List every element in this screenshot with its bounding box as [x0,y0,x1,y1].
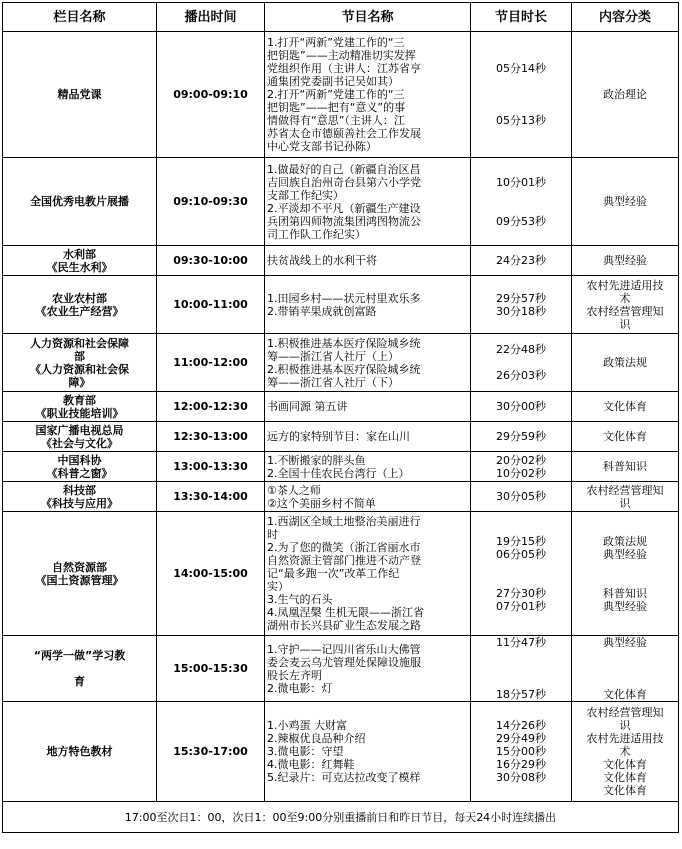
program-name-cell [265,482,471,512]
category-cell [572,32,679,158]
duration-cell-line [473,574,569,587]
category-cell-line: 识 [619,719,631,732]
duration-cell-line: 30分00秒 [496,400,546,413]
table-row [3,636,679,702]
air-time-cell: 12:00-12:30 [157,392,265,422]
duration-cell [471,158,572,246]
program-name-cell-line: 4.凤凰涅槃 生机无限——浙江省 [267,606,424,619]
program-name-cell-line: 筹——浙江省人社厅（上） [267,349,399,363]
program-name-cell-line: 兵团第四师物流集团鸿图物流公 [267,214,421,228]
program-name-cell-line: 实） [267,580,289,593]
category-cell-line [574,561,676,574]
category-cell [572,482,679,512]
category-cell [572,636,679,702]
duration-cell-line: 27分30秒 [496,586,546,600]
program-name-cell-line: 2.为了您的微笑（浙江省丽水市 [267,541,421,554]
duration-cell [471,246,572,276]
program-name-cell [265,702,471,802]
program-name-cell-line: 情做得有“意思”（主讲人：江 [267,114,405,127]
air-time-cell: 09:30-10:00 [157,246,265,276]
category-cell-line: 农村经营管理知 [586,483,664,497]
air-time-cell: 15:00-15:30 [157,636,265,702]
duration-cell-line: 29分59秒 [496,430,546,443]
program-name-cell-line: 3.微电影：守望 [267,745,344,758]
category-cell-line: 文化体育 [603,430,647,443]
column-name-cell [3,482,157,512]
program-name-cell [265,636,471,702]
duration-cell-line: 05分13秒 [496,114,546,127]
column-name-cell [3,512,157,636]
column-name-cell [3,392,157,422]
program-name-cell [265,32,471,158]
duration-cell [471,422,572,452]
air-time-cell: 14:00-15:00 [157,512,265,636]
column-name-cell [3,334,157,392]
category-cell-line: 农村先进适用技 [586,732,664,745]
column-name-cell-line: 国家广播电视总局 [35,423,124,437]
category-cell-line: 典型经验 [603,195,647,208]
category-cell-line [574,662,676,675]
column-name-cell-line: 《职业技能培训》 [35,406,124,420]
column-name-cell-line [5,662,154,675]
duration-cell-line [473,356,569,369]
column-name-cell [3,246,157,276]
duration-cell-line: 29分49秒 [496,732,546,745]
duration-cell-line: 14分26秒 [496,719,546,732]
column-name-cell-line: 教育部 [63,393,96,407]
duration-cell-line [473,675,569,688]
category-cell-line: 识 [619,317,631,331]
column-name-cell [3,422,157,452]
column-name-cell-line: 《农业生产经营》 [35,304,124,318]
program-name-cell-line: ①茶人之师 [267,483,321,497]
column-name-cell [3,32,157,158]
duration-cell-line [473,561,569,574]
duration-cell-line: 19分15秒 [496,534,546,548]
category-cell-line [574,574,676,587]
air-time-cell: 13:30-14:00 [157,482,265,512]
air-time-cell: 13:00-13:30 [157,452,265,482]
category-cell-line [574,675,676,688]
column-name-cell-line: 自然资源部 [52,560,107,574]
category-cell-line: 文化体育 [603,400,647,413]
duration-cell [471,276,572,334]
column-name-cell-line: 《科技与应用》 [41,496,118,510]
program-name-cell-line: 1.积极推进基本医疗保险城乡统 [267,336,421,350]
air-time-cell: 09:10-09:30 [157,158,265,246]
program-name-cell [265,512,471,636]
category-cell-line: 农村经营管理知 [586,706,664,719]
program-name-cell-line: 2.平淡却不平凡（新疆生产建设 [267,201,421,215]
program-name-cell-line: 把钥匙”——主动精准切实发挥 [267,49,416,62]
table-row [3,392,679,422]
category-cell-line: 政策法规 [603,356,647,369]
category-cell [572,158,679,246]
category-cell-line: 文化体育 [603,771,647,784]
air-time-cell: 11:00-12:00 [157,334,265,392]
duration-cell-line [473,662,569,675]
table-row [3,702,679,802]
program-name-cell-line: 2.带销苹果成就创富路 [267,304,377,318]
air-time-cell: 15:30-17:00 [157,702,265,802]
air-time-cell: 09:00-09:10 [157,32,265,158]
category-cell [572,512,679,636]
program-name-cell-line: 记“最多跑一次”改革工作纪 [267,567,400,580]
duration-cell-line: 24分23秒 [496,254,546,267]
column-name-cell-line: “两学一做”学习教 [33,649,126,662]
program-name-cell [265,158,471,246]
category-cell-line: 科普知识 [603,586,647,600]
duration-cell-line: 10分02秒 [496,466,546,480]
program-name-cell-line: 中心党支部书记孙陈） [267,140,377,153]
air-time-cell: 12:30-13:00 [157,422,265,452]
program-name-cell-line: 司工作队工作纪实） [267,227,366,241]
duration-cell [471,482,572,512]
category-cell-line: 农村先进适用技 [586,278,664,292]
duration-cell-line: 30分05秒 [496,490,546,503]
program-name-cell-line: 时 [267,528,278,541]
header-category: 内容分类 [572,3,679,32]
column-name-cell [3,636,157,702]
category-cell [572,392,679,422]
duration-cell-line: 15分00秒 [496,745,546,758]
category-cell [572,334,679,392]
program-name-cell-line: 2.打开“两新”党建工作的“三 [267,88,405,101]
program-name-cell [265,422,471,452]
program-name-cell-line: 党组织作用（主讲人：江苏省亨 [267,62,421,75]
column-name-cell-line: 育 [74,675,85,688]
column-name-cell-line: 科技部 [63,483,96,497]
table-row [3,334,679,392]
duration-cell-line [473,202,569,215]
column-name-cell-line: 障》 [68,375,91,389]
air-time-cell: 10:00-11:00 [157,276,265,334]
program-name-cell-line: 2.全国十佳农民台湾行（上） [267,466,410,480]
program-name-cell-line: 3.生气的石头 [267,593,333,606]
program-name-cell-line: 书画同源 第五讲 [267,400,348,413]
duration-cell-line: 09分53秒 [496,214,546,228]
category-cell-line: 术 [619,291,631,305]
column-name-cell-line: 人力资源和社会保障 [30,336,129,350]
table-row [3,32,679,158]
program-name-cell-line: 1.小鸡蛋 大财富 [267,719,347,732]
table-row [3,482,679,512]
category-cell [572,702,679,802]
duration-cell [471,392,572,422]
category-cell-line: 科普知识 [603,460,647,473]
category-cell-line: 文化体育 [603,758,647,771]
category-cell-line: 典型经验 [603,636,647,649]
program-name-cell-line: 苏省太仓市德颐善社会工作发展 [267,127,421,140]
program-name-cell-line: ②这个美丽乡村不简单 [267,496,376,510]
duration-cell-line: 20分02秒 [496,453,546,467]
column-name-cell-line: 地方特色教材 [46,745,113,758]
duration-cell-line: 26分03秒 [496,369,546,382]
category-cell [572,276,679,334]
duration-cell-line: 07分01秒 [496,599,546,613]
duration-cell-line [473,75,569,88]
category-cell-line: 典型经验 [603,254,647,267]
program-name-cell-line: 1.西湖区全域土地整治美丽进行 [267,515,421,528]
category-cell-line: 典型经验 [603,547,647,561]
table-row [3,512,679,636]
duration-cell-line: 05分14秒 [496,62,546,75]
header-air-time: 播出时间 [157,3,265,32]
category-cell-line: 农村经营管理知 [586,304,664,318]
program-name-cell-line: 筹——浙江省人社厅（下） [267,375,399,389]
category-cell-line: 识 [619,496,631,510]
footer-note: 17:00至次日1：00，次日1：00至9:00分别重播前日和昨日节目，每天24小时连续播出 [3,802,679,833]
duration-cell-line [473,101,569,114]
duration-cell [471,636,572,702]
program-name-cell-line: 湖州市长兴县矿业生态发展之路 [267,619,421,632]
column-name-cell-line: 水利部 [63,247,96,261]
program-name-cell-line: 远方的家特别节目：家在山川 [267,430,410,443]
program-name-cell-line: 把钥匙”——把有“意义”的事 [267,101,406,114]
category-cell-line: 文化体育 [603,688,647,701]
duration-cell-line [473,189,569,202]
program-name-cell-line: 通集团党委副书记吴如其） [267,75,399,88]
program-name-cell-line: 4.微电影：红舞鞋 [267,758,355,771]
category-cell-line [574,649,676,662]
duration-cell-line: 10分01秒 [496,175,546,189]
program-name-cell-line: 2.积极推进基本医疗保险城乡统 [267,362,421,376]
category-cell-line: 政策法规 [603,534,647,548]
table-row [3,276,679,334]
program-name-cell [265,334,471,392]
program-name-cell-line: 支部工作纪实） [267,188,344,202]
table-row [3,246,679,276]
column-name-cell [3,452,157,482]
category-cell [572,246,679,276]
column-name-cell-line: 《社会与文化》 [41,436,118,450]
column-name-cell-line: 精品党课 [57,88,102,101]
column-name-cell [3,702,157,802]
duration-cell-line [473,649,569,662]
duration-cell-line: 30分18秒 [496,304,546,318]
column-name-cell-line: 农业农村部 [52,291,107,305]
column-name-cell-line: 全国优秀电教片展播 [30,195,129,208]
category-cell-line: 术 [619,745,631,758]
program-name-cell [265,392,471,422]
program-name-cell-line: 委会麦云乌尤管理处保障设施服 [267,655,421,669]
duration-cell [471,452,572,482]
category-cell-line: 典型经验 [603,599,647,613]
program-name-cell-line: 2.辣椒优良品种介绍 [267,732,366,745]
program-name-cell [265,246,471,276]
column-name-cell-line: 部 [74,349,85,363]
program-name-cell-line: 1.田园乡村——状元村里欢乐多 [267,291,421,305]
program-name-cell-line: 自然资源主管部门推进不动产登 [267,554,421,567]
header-duration: 节目时长 [471,3,572,32]
table-row [3,422,679,452]
duration-cell-line: 22分48秒 [496,343,546,356]
column-name-cell-line: 《科普之窗》 [46,466,113,480]
table-row [3,452,679,482]
program-name-cell-line: 扶贫战线上的水利干将 [267,254,377,267]
program-name-cell-line: 2.微电影：灯 [267,681,333,695]
column-name-cell-line: 《国土资源管理》 [35,573,124,587]
duration-cell [471,512,572,636]
category-cell-line: 政治理论 [603,88,647,101]
table-row [3,158,679,246]
duration-cell-line: 06分05秒 [496,547,546,561]
header-column-name: 栏目名称 [3,3,157,32]
program-name-cell-line: 1.不断搬家的胖头鱼 [267,453,366,467]
program-name-cell [265,452,471,482]
duration-cell-line: 18分57秒 [496,688,546,701]
duration-cell-line [473,88,569,101]
duration-cell-line: 11分47秒 [496,636,546,649]
column-name-cell-line: 中国科协 [57,453,102,467]
schedule-table [2,2,679,833]
duration-cell [471,32,572,158]
program-name-cell-line: 5.纪录片：可克达拉改变了模样 [267,771,421,784]
category-cell-line: 文化体育 [603,784,647,797]
program-name-cell-line: 1.打开“两新”党建工作的“三 [267,36,405,49]
duration-cell [471,334,572,392]
header-row [3,3,679,32]
program-name-cell-line: 1.做最好的自己（新疆自治区昌 [267,162,421,176]
column-name-cell [3,276,157,334]
category-cell [572,452,679,482]
duration-cell [471,702,572,802]
column-name-cell [3,158,157,246]
duration-cell-line: 16分29秒 [496,758,546,771]
program-name-cell-line: 1.守护——记四川省乐山大佛管 [267,642,421,656]
header-program-name: 节目名称 [265,3,471,32]
column-name-cell-line: 《民生水利》 [46,260,113,274]
program-name-cell [265,276,471,334]
program-name-cell-line: 股长左齐明 [267,668,322,682]
duration-cell-line: 30分08秒 [496,771,546,784]
duration-cell-line: 29分57秒 [496,291,546,305]
program-name-cell-line: 吉回族自治州奇台县第六小学党 [267,175,421,189]
column-name-cell-line: 《人力资源和社会保 [30,362,129,376]
footer-row [3,802,679,833]
category-cell [572,422,679,452]
